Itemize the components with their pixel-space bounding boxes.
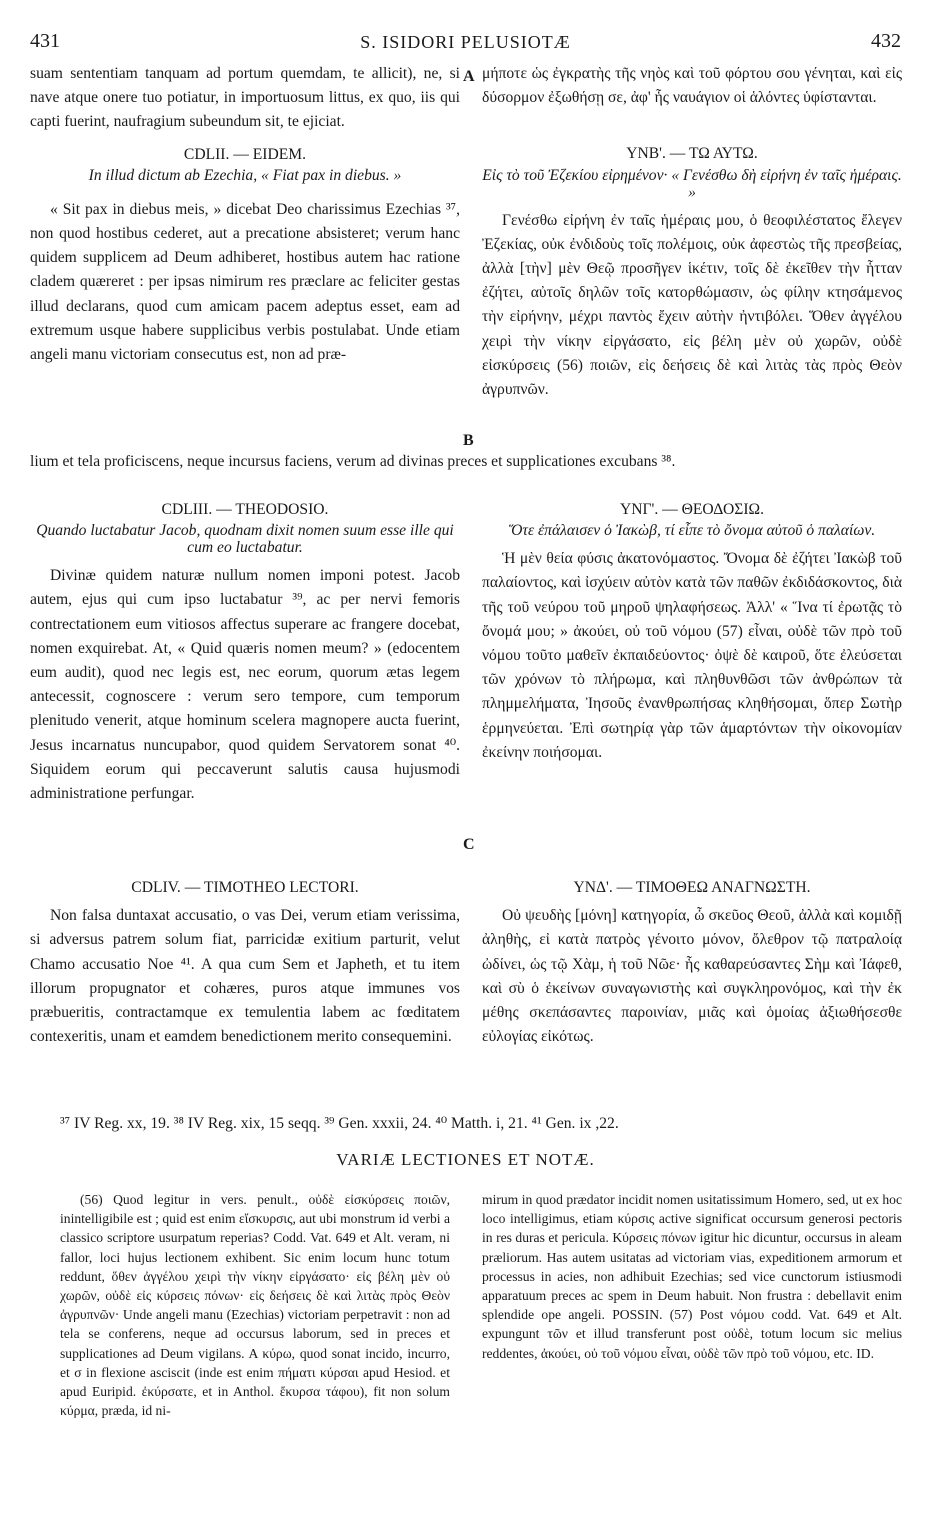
page-number-right: 432: [871, 30, 901, 52]
page-number-left: 431: [30, 30, 60, 52]
letter-454-greek: [482, 876, 902, 1049]
letter-452-latin-text: « Sit pax in diebus meis, » dicebat Deo charissimus Ezechias ³⁷, non quod hostibus cederet, aut a precatione absisteret; verum hanc quidem supplicem ad Deum adhiberet, hostibus autem hac ratione cladem quæreret : per ipsas nimirum res præclare ac feliciter gestas illud declarans, quod cum amicam pacem adeptus esset, eam ad extremum usque habere supplicibus verbis postulabat. Unde etiam angeli manu victoriam consecutus est, non ad præ-: [30, 200, 460, 364]
letter-454-greek-text: Οὐ ψευδὴς [μόνη] κατηγορία, ὦ σκεῦος Θεοῦ, ἀλλὰ καὶ κομιδῇ ἀληθὴς, εἰ κατὰ πατρὸς γένοιτο μόνον, ὄλεθρον τῷ πατραλοίᾳ ὠδίνει, ὡς τῷ Χὰμ, ἡ τοῦ Νῶε· ἧς καθαρεύσαντες Σὴμ καὶ Ἰάφεθ, καὶ σὺ ὁ ἐκείνων συναγωνιστὴς καὶ συγκληρονόμος, καὶ τὴν ἐκ μέθης σκεπάσαντες παροινίαν, μιᾶς καὶ ὁμοίας ἀξιωθήσεσθε εὐλογίας εἰκότως.: [482, 907, 902, 1046]
latin-column: [30, 62, 460, 367]
variae-lectiones-title: VARIÆ LECTIONES ET NOTÆ.: [336, 1150, 595, 1169]
running-title: S. ISIDORI PELUSIOTÆ: [360, 32, 571, 52]
letter-453-greek-title: ΥΝΓ'. — ΘΕΟΔΟΣΙΩ.: [619, 501, 765, 518]
margin-marker-c: C: [463, 836, 475, 853]
latin-continuation: suam sententiam tanquam ad portum quemdam, te allicit), ne, si nave atque onere tuo potiatur, in importuosum littus, ex quo, iis qui capti fuerint, naufragium subeundum sit, te ejiciat.: [30, 65, 460, 131]
letter-453-latin: [30, 498, 460, 806]
letter-453-greek-subtitle: Ὅτε ἐπάλαισεν ὁ Ἰακὼβ, τί εἶπε τὸ ὄνομα αὐτοῦ ὁ παλαίων.: [508, 522, 876, 540]
margin-marker-a: A: [463, 68, 475, 85]
letter-454-latin: [30, 876, 460, 1049]
letter-454-greek-title: ΥΝΔ'. — ΤΙΜΟΘΕΩ ΑΝΑΓΝΩΣΤΗ.: [573, 879, 811, 896]
notes-right-column: mirum in quod prædator incidit nomen usitatissimum Homero, sed, ut ex hoc loco intelligimus, etiam κύρσις active significat occursum generosi pectoris in res duras et pericula. Κύρσεις πόνων igitur hic dicuntur, occursus in aleam præliorum. Has autem usitatas ad victoriam vias, expeditionem armorum et processus in acies, non adhibuit Ezechias; sed vice cunctorum istiusmodi apparatuum preces ac spem in Deum habuit. Non frustra : debellavit enim splendide ope angeli. POSSIN. (57) Post νόμου codd. Vat. 649 et Alt. expungunt τῶν et illud transferunt post οὐδὲ, totum locum sic melius reddentes, ἀκούει, οὐ τοῦ νόμου εἶναι, οὐδὲ τῶν πρὸ τοῦ νόμου, etc. ID.: [482, 1192, 902, 1361]
letter-452-greek-subtitle: Εἰς τὸ τοῦ Ἐζεκίου εἰρημένον· « Γενέσθω δὴ εἰρήνη ἐν ταῖς ἡμέραις. »: [482, 166, 902, 201]
letter-453-latin-title: CDLIII. — THEODOSIO.: [161, 501, 329, 518]
greek-continuation: μήποτε ὡς ἐγκρατὴς τῆς νηὸς καὶ τοῦ φόρτου σου γένηται, καὶ εἰς δύσορμον ἐξωθήσῃ σε, ἀφ' ἧς ναυάγιον οἱ ἁλόντες ὑφίστανται.: [482, 65, 902, 107]
letter-453-latin-subtitle: Quando luctabatur Jacob, quodnam dixit nomen suum esse ille qui cum eo luctabatur.: [36, 522, 454, 557]
scripture-references: ³⁷ IV Reg. xx, 19. ³⁸ IV Reg. xix, 15 seqq. ³⁹ Gen. xxxii, 24. ⁴⁰ Matth. i, 21. ⁴¹ Gen. ix ,22.: [60, 1115, 619, 1132]
letter-453-greek: [482, 498, 902, 765]
notes-left-column: (56) Quod legitur in vers. penult., οὐδὲ εἰσκύρσεις ποιῶν, inintelligibile est ; quid est enim εἴσκυρσις, aut ubi monstrum id verbi a classico scriptore usurpatum reperias? Codd. Vat. 649 et Alt. veram, ni fallor, loci hujus lectionem exhibent. Sic enim locum hunc totum reddunt, ὅθεν ἀγγέλου χειρὶ τὴν νίκην εἰργάσατο· εἰς βέλη μὲν οὐ χωρῶν, οὐδὲ εἰς κύρσεις πόνων· εἰς δεήσεις δὲ καὶ λιτὰς πρὸς Θεὸν ἀγρυπνῶν· Unde angeli manu (Ezechias) victoriam perpetravit : non ad tela se conferens, neque ad occursus laborum, sed in preces et supplicationes ad Deum vigilans. A κύρω, quod sonat incido, incurro, et σ in flexione asciscit (inde est enim πήματι κύρσαι apud Hesiod. et apud Euripid. ἐκύρσατε, et in Anthol. ἔκυρσα τάφου), fit non solum κύρμα, præda, id ni-: [60, 1192, 450, 1419]
letter-452-latin-subtitle: In illud dictum ab Ezechia, « Fiat pax in diebus. »: [88, 166, 402, 184]
margin-marker-b: B: [463, 432, 474, 449]
letter-452-greek-text: Γενέσθω εἰρήνη ἐν ταῖς ἡμέραις μου, ὁ θεοφιλέστατος ἔλεγεν Ἐζεκίας, οὐκ ἐνδιδοὺς τοῖς πολέμοις, οὐκ ἀφεστὼς τῆς πρεσβείας, ἀλλὰ [τὴν] μὲν Θεῷ προσῆγεν ἱκέτιν, τοῖς δὲ ἐκεῖθεν τὴν ἧτταν ἐζήτει, αὐτοῖς δηλῶν τοῖς κατορθώμασιν, ὡς φίλην κτησάμενος τὴν εἰρήνην, μέχρι παντὸς ἔχειν αὐτὴν ἠντιβόλει. Ὅθεν ἀγγέλου χειρὶ τὴν νίκην εἰργάσατο, εἰς βέλη μὲν οὐ χωρῶν, οὐδὲ εἰσκύρσεις (56) ποιῶν, εἰς δεήσεις δὲ καὶ λιτὰς τὰς πρὸς Θεὸν ἀγρυπνῶν.: [482, 211, 902, 399]
greek-column: [482, 62, 902, 402]
letter-453-latin-text: Divinæ quidem naturæ nullum nomen imponi potest. Jacob autem, ejus qui cum ipso luctabatur ³⁹, ac per nervi femoris contrectationem eum vitiosos affectus superare ac frangere docebat, nomen exquirebat. At, « Quid quæris nomen meum? » (edocentem eum audit), quod nec legis est, nec eorum, quorum ætas legem antecessit, cognoscere : verum sero tempore, cum temporum plenitudo venerit, atque hominum scelera magnopere aucta fuerint, Jesus incarnatus nuncupabor, quod quidem Servatorem sonat ⁴⁰. Siquidem eorum qui peccaverunt salutis causa hujusmodi administratione perfungar.: [30, 567, 460, 803]
letter-454-latin-title: CDLIV. — TIMOTHEO LECTORI.: [131, 879, 359, 896]
letter-454-latin-text: Non falsa duntaxat accusatio, o vas Dei, verum etiam verissima, si adversus patrem solum fiat, parricidæ exitium parturit, velut Chamo accusatio Noe ⁴¹. A qua cum Sem et Japheth, et tu item illorum propugnator et cohæres, puros atque immunes vos præbueritis, contractamque ex temulentia labem ac fœditatem contexeritis, unam et eamdem benedictionem merito consequemini.: [30, 907, 460, 1046]
letter-452-greek-title: ΥΝΒ'. — ΤΩ ΑΥΤΩ.: [626, 145, 758, 163]
letter-452-latin-spanning: lium et tela proficiscens, neque incursus faciens, verum ad divinas preces et supplicationes excubans ³⁸.: [30, 453, 676, 470]
letter-452-latin-title: CDLII. — EIDEM.: [183, 145, 307, 163]
letter-453-greek-text: Ἡ μὲν θεία φύσις ἀκατονόμαστος. Ὄνομα δὲ ἐζήτει Ἰακὼβ τοῦ παλαίοντος, καὶ ἰσχύειν αὐτὸν κατὰ τῶν παθῶν ἐκδιδάσκοντος, διὰ τῆς τοῦ νεύρου τοῦ μηροῦ ψηλαφήσεως. Ἀλλ' « Ἵνα τί ἐρωτᾷς τὸ ὄνομά μου; » ἀκούει, οὐ τοῦ νόμου (57) εἶναι, οὐδὲ τῶν πρὸ τοῦ νόμου τοῦτο μαθεῖν ἐκπαιδεύοντος· ὀψὲ δὲ καιροῦ, ὅτε ἐλεύσεται τῶν χρόνων τὸ πλήρωμα, καὶ πληθυνθῶσι τῶν ἀνθρώπων τὰ πλημμελήματα, Ἰησοῦς ἐνανθρωπήσας κληθήσομαι, ὅπερ Σωτὴρ ἑρμηνεύεται. Ἐπὶ σωτηρίᾳ γὰρ τῶν ἁμαρτόντων τὴν οἰκονομίαν ἐκείνην ποιήσομαι.: [482, 550, 902, 761]
running-header: [30, 30, 901, 60]
